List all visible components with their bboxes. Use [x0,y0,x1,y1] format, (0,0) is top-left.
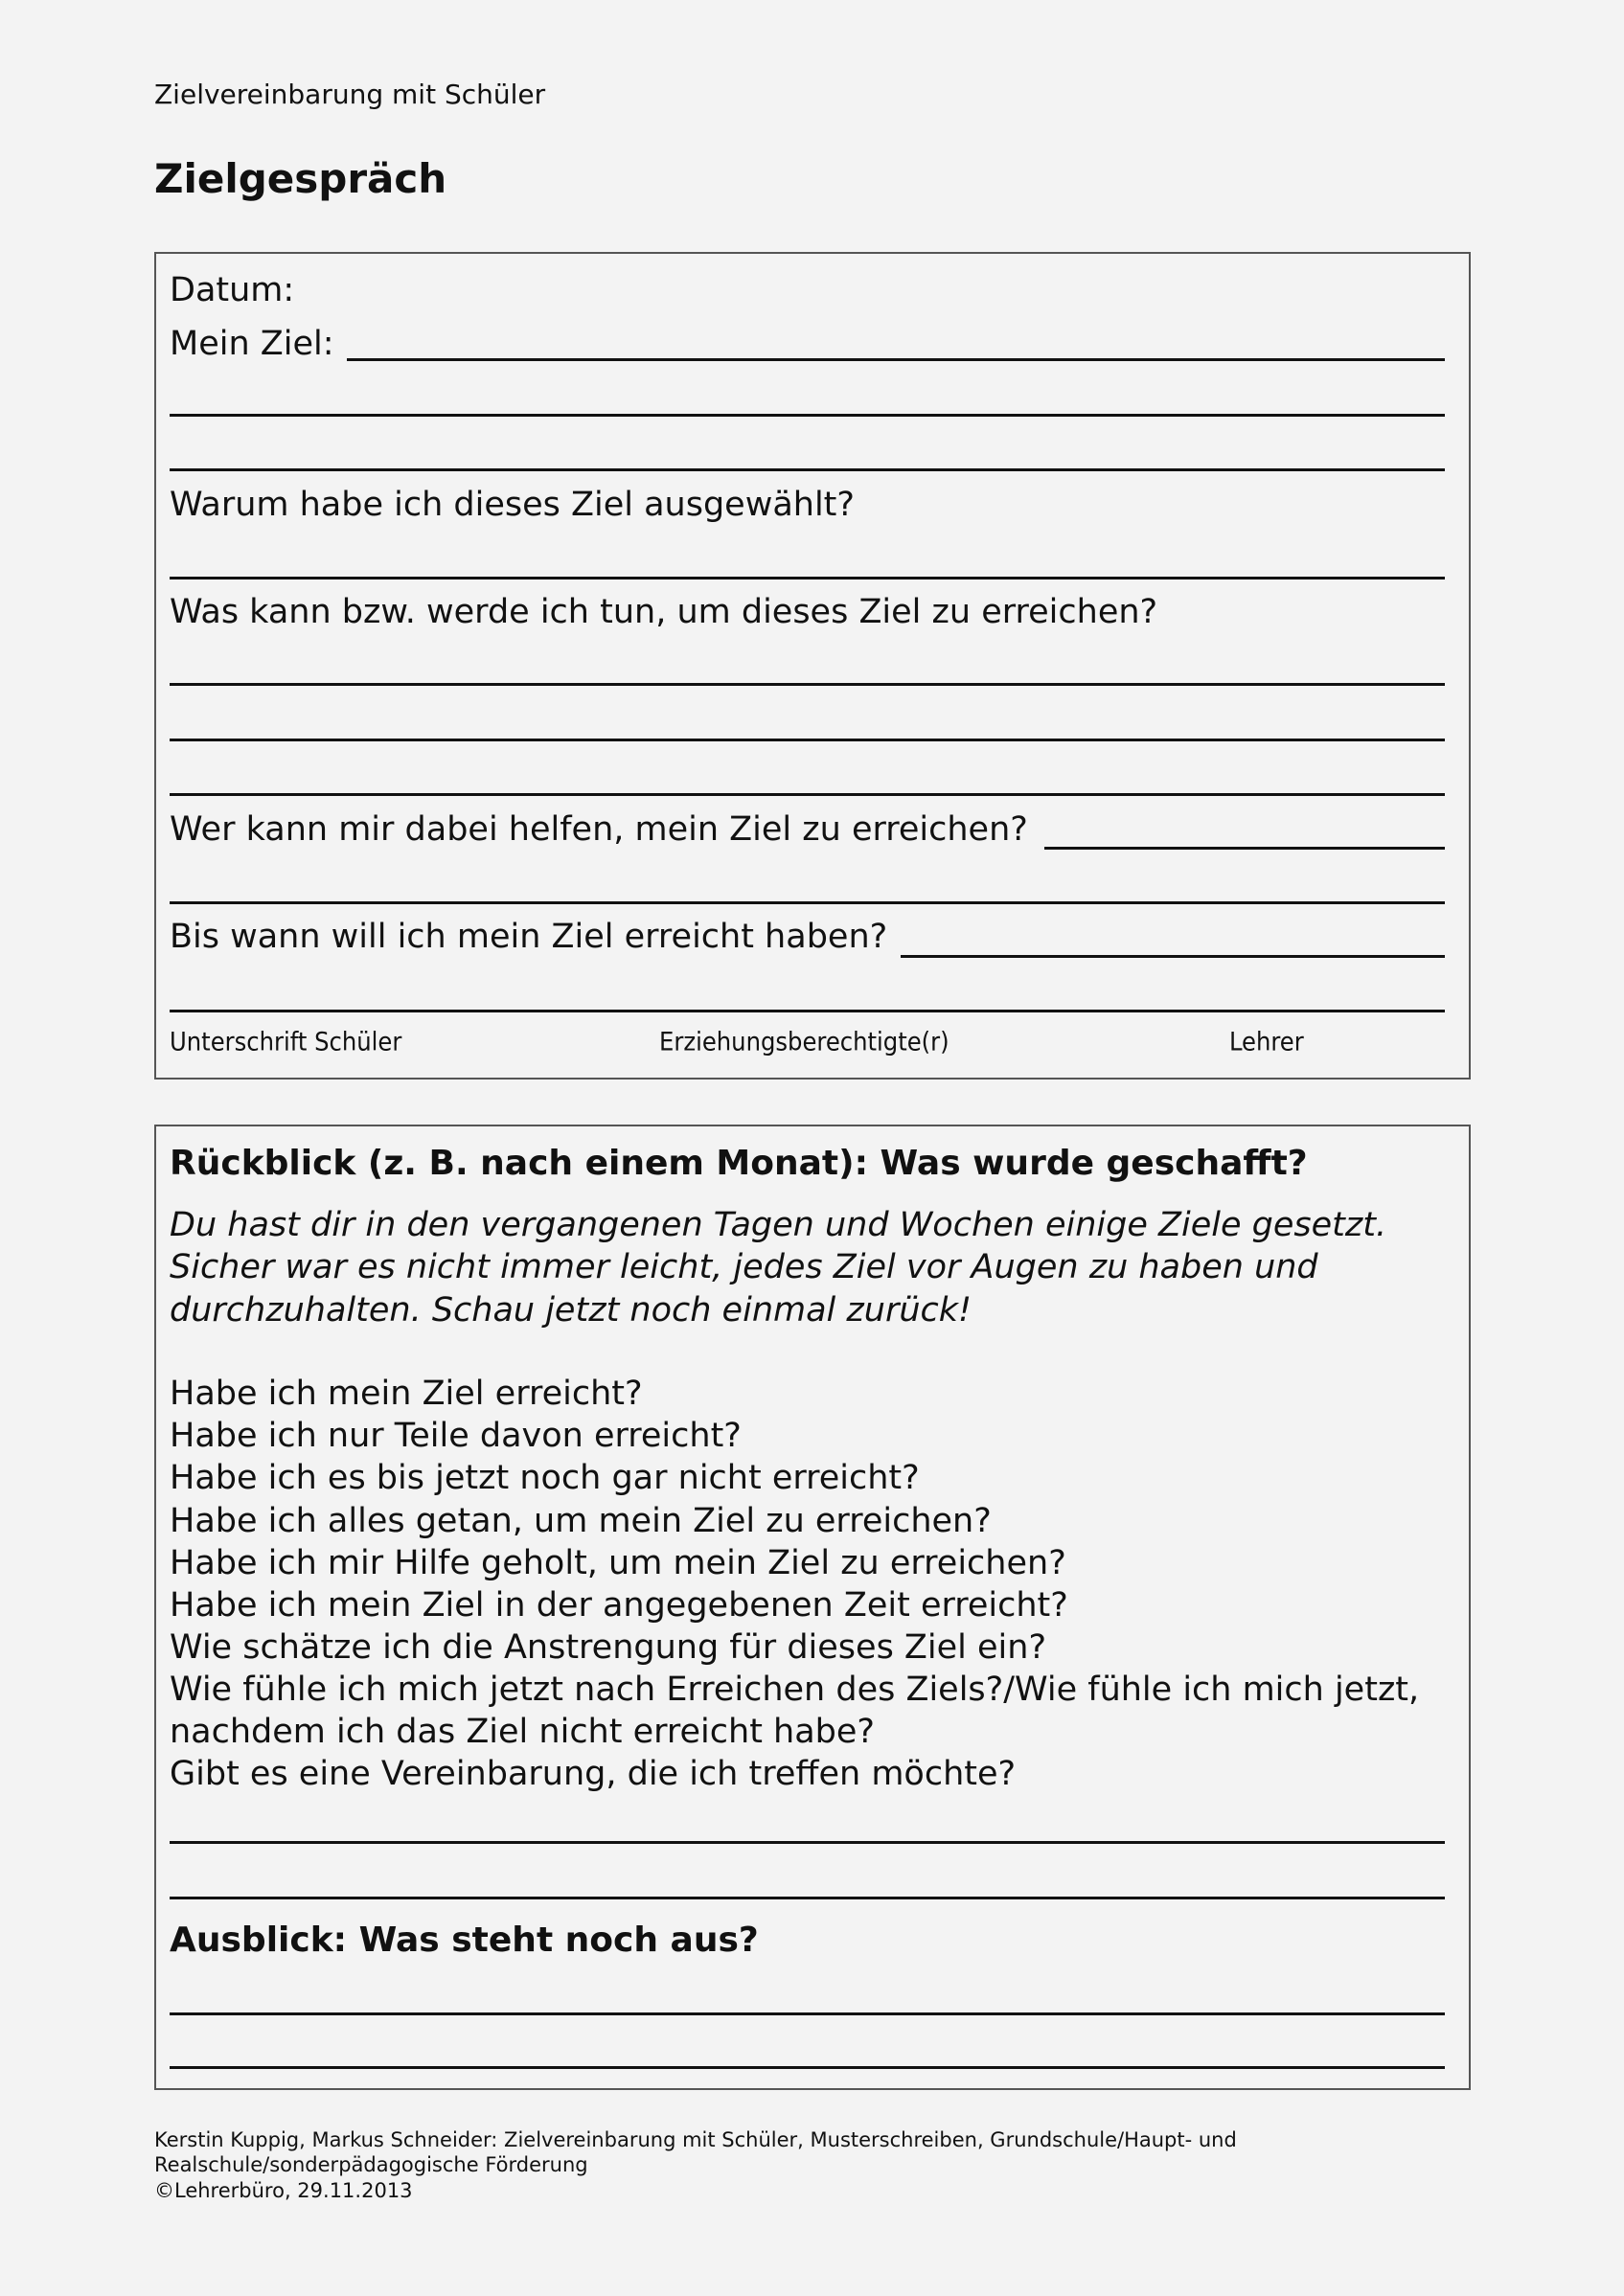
who-line[interactable] [1044,847,1445,850]
review-intro-line: Sicher war es nicht immer leicht, jedes Ziel vor Augen zu haben und [170,1248,1318,1286]
outlook-line[interactable] [170,2012,1445,2015]
why-line[interactable] [170,577,1445,580]
review-question: Habe ich mein Ziel in der angegebenen Zeit erreicht? [170,1586,1068,1625]
outlook-line[interactable] [170,2066,1445,2069]
what-line[interactable] [170,793,1445,796]
when-line[interactable] [901,955,1445,958]
review-question: Habe ich mein Ziel erreicht? [170,1375,643,1413]
document-header: Zielvereinbarung mit Schüler [154,79,546,110]
signature-line[interactable] [170,1010,1445,1012]
goal-line[interactable] [347,358,1445,361]
review-question: Habe ich es bis jetzt noch gar nicht erreicht? [170,1459,920,1497]
review-question: Habe ich mir Hilfe geholt, um mein Ziel zu erreichen? [170,1544,1066,1582]
outlook-heading: Ausblick: Was steht noch aus? [170,1921,759,1960]
signature-guardian-label: Erziehungsberechtigte(r) [659,1027,949,1057]
goal-line[interactable] [170,414,1445,417]
signature-student-label: Unterschrift Schüler [170,1027,402,1057]
review-intro-line: durchzuhalten. Schau jetzt noch einmal zurück! [170,1291,972,1330]
footer-copyright: ©Lehrerbüro, 29.11.2013 [154,2179,413,2202]
review-line[interactable] [170,1841,1445,1844]
what-label: Was kann bzw. werde ich tun, um dieses Ziel zu erreichen? [170,593,1158,631]
what-line[interactable] [170,683,1445,686]
review-question: Habe ich alles getan, um mein Ziel zu erreichen? [170,1502,992,1540]
goal-line[interactable] [170,468,1445,471]
review-question: Habe ich nur Teile davon erreicht? [170,1417,742,1455]
review-line[interactable] [170,1897,1445,1899]
review-heading: Rückblick (z. B. nach einem Monat): Was wurde geschafft? [170,1144,1308,1183]
footer-credit: Kerstin Kuppig, Markus Schneider: Zielvereinbarung mit Schüler, Musterschreiben, Grundschule/Haupt- und [154,2128,1237,2151]
what-line[interactable] [170,739,1445,741]
footer-credit: Realschule/sonderpädagogische Förderung [154,2153,588,2176]
review-question: Gibt es eine Vereinbarung, die ich treffen möchte? [170,1755,1017,1793]
review-question: nachdem ich das Ziel nicht erreicht habe? [170,1713,876,1751]
page-title: Zielgespräch [154,155,447,202]
date-label: Datum: [170,271,295,309]
who-label: Wer kann mir dabei helfen, mein Ziel zu erreichen? [170,810,1028,849]
why-label: Warum habe ich dieses Ziel ausgewählt? [170,486,855,524]
goal-label: Mein Ziel: [170,325,334,363]
who-line[interactable] [170,901,1445,904]
review-intro-line: Du hast dir in den vergangenen Tagen und Wochen einige Ziele gesetzt. [170,1206,1387,1244]
review-question: Wie schätze ich die Anstrengung für dieses Ziel ein? [170,1628,1047,1667]
signature-teacher-label: Lehrer [1229,1027,1304,1057]
when-label: Bis wann will ich mein Ziel erreicht haben? [170,918,888,956]
review-question: Wie fühle ich mich jetzt nach Erreichen des Ziels?/Wie fühle ich mich jetzt, [170,1671,1420,1709]
